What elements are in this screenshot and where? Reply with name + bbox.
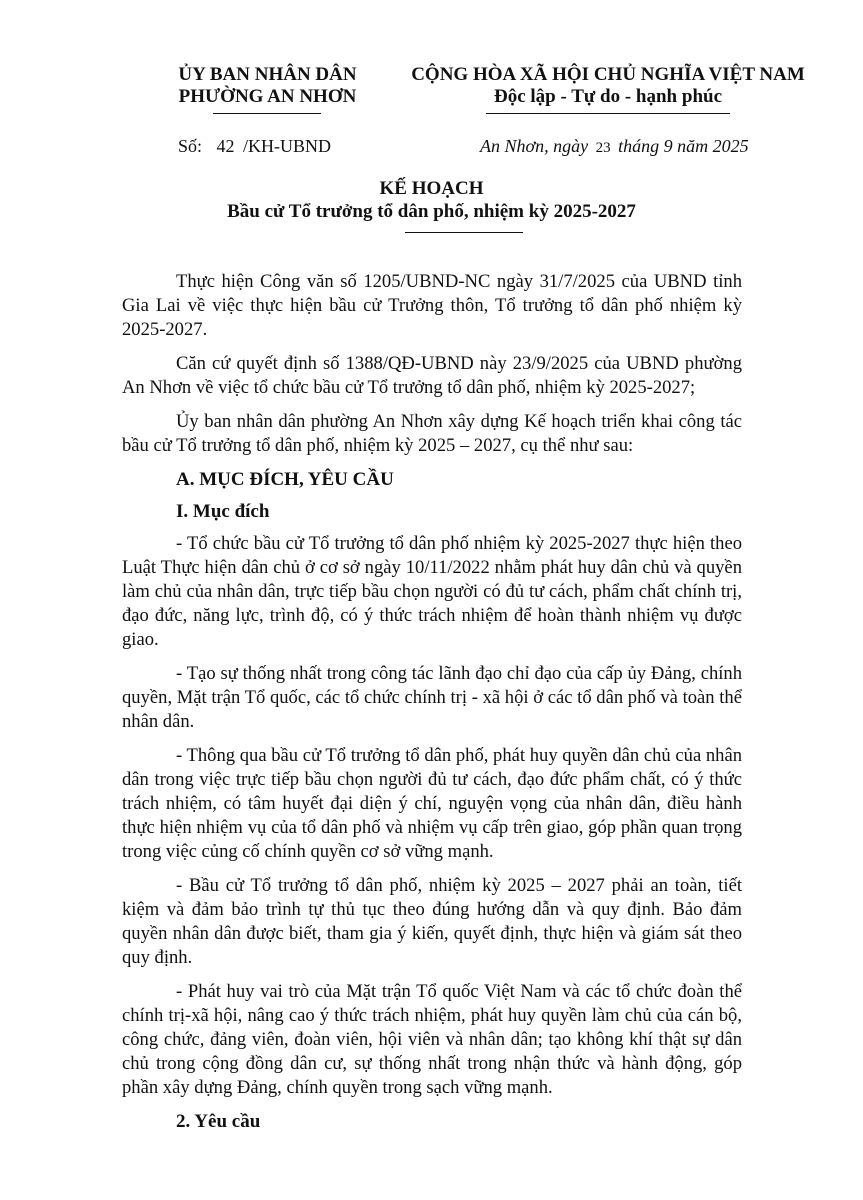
document-date [480,136,749,157]
document-subtitle: Bầu cử Tổ trưởng tổ dân phố, nhiệm kỳ 2025-2027 [227,201,636,222]
intro-paragraph-2: Căn cứ quyết định số 1388/QĐ-UBND này 23/9/2025 của UBND phường An Nhơn về việc tổ chức bầu cử Tổ trưởng tổ dân phố, nhiệm kỳ 2025-2027; [122,353,742,398]
date-suffix: tháng 9 năm 2025 [618,136,749,156]
agency-line-2: PHƯỜNG AN NHƠN [178,86,357,107]
document-title: KẾ HOẠCH [379,178,484,199]
section-2-heading: 2. Yêu cầu [176,1111,261,1132]
intro-paragraph-1: Thực hiện Công văn số 1205/UBND-NC ngày 31/7/2025 của UBND tỉnh Gia Lai về việc thực hiện bầu cử Trưởng thôn, Tổ trưởng tổ dân phố nhiệm kỳ 2025-2027. [122,271,742,340]
date-day: 23 [595,140,611,156]
section-a-heading: A. MỤC ĐÍCH, YÊU CẦU [176,469,394,490]
title-underline [405,232,523,233]
purpose-paragraph-1: - Tổ chức bầu cử Tổ trưởng tổ dân phố nhiệm kỳ 2025-2027 thực hiện theo Luật Thực hiện dân chủ ở cơ sở ngày 10/11/2022 nhằm phát huy dân chủ và quyền làm chủ của nhân dân, trực tiếp bầu chọn người có đủ tư cách, phẩm chất chính trị, đạo đức, năng lực, trình độ, có ý thức trách nhiệm để hoàn thành nhiệm vụ được giao. [122,533,742,650]
document-number [178,136,331,157]
motto: Độc lập - Tự do - hạnh phúc [493,86,723,107]
agency-line-1: ỦY BAN NHÂN DÂN [178,64,357,85]
number-label: Số: [178,136,203,156]
national-motto [398,64,818,108]
purpose-paragraph-5: - Phát huy vai trò của Mặt trận Tổ quốc Việt Nam và các tổ chức đoàn thể chính trị-xã hội, nâng cao ý thức trách nhiệm, phát huy quyền làm chủ của cán bộ, công chức, đảng viên, đoàn viên, hội viên và nhân dân; tạo không khí thật sự dân chủ trong cộng đồng dân cư, sự thống nhất trong nhận thức và hành động, góp phần xây dựng Đảng, chính quyền trong sạch vững mạnh. [122,981,742,1098]
document-body [122,270,742,1142]
date-prefix: An Nhơn, ngày [480,136,589,156]
purpose-paragraph-4: - Bầu cử Tổ trưởng tổ dân phố, nhiệm kỳ 2025 – 2027 phải an toàn, tiết kiệm và đảm bảo trình tự thủ tục theo đúng hướng dẫn và quy định. Bảo đảm quyền nhân dân được biết, tham gia ý kiến, quyết định, thực hiện và giám sát theo quy định. [122,875,742,968]
intro-paragraph-3: Ủy ban nhân dân phường An Nhơn xây dựng Kế hoạch triển khai công tác bầu cử Tổ trưởng tổ dân phố, nhiệm kỳ 2025 – 2027, cụ thể như sau: [122,411,742,456]
purpose-paragraph-2: - Tạo sự thống nhất trong công tác lãnh đạo chỉ đạo của cấp ủy Đảng, chính quyền, Mặt trận Tổ quốc, các tổ chức chính trị - xã hội ở các tổ dân phố và toàn thể nhân dân. [122,663,742,732]
number-suffix: /KH-UBND [243,136,332,156]
country-name: CỘNG HÒA XÃ HỘI CHỦ NGHĨA VIỆT NAM [411,64,805,85]
section-1-heading: I. Mục đích [176,501,270,522]
issuing-agency [150,64,385,108]
agency-underline [213,113,321,114]
purpose-paragraph-3: - Thông qua bầu cử Tổ trưởng tổ dân phố, phát huy quyền dân chủ của nhân dân trong việc trực tiếp bầu chọn người đủ tư cách, đạo đức phẩm chất, có ý thức trách nhiệm, có tâm huyết đại diện ý chí, nguyện vọng của nhân dân, điều hành thực hiện nhiệm vụ của tổ dân phố và nhiệm vụ cấp trên giao, góp phần quan trọng trong việc củng cố chính quyền cơ sở vững mạnh. [122,745,742,862]
motto-underline [486,113,730,114]
number-value: 42 [216,136,235,156]
